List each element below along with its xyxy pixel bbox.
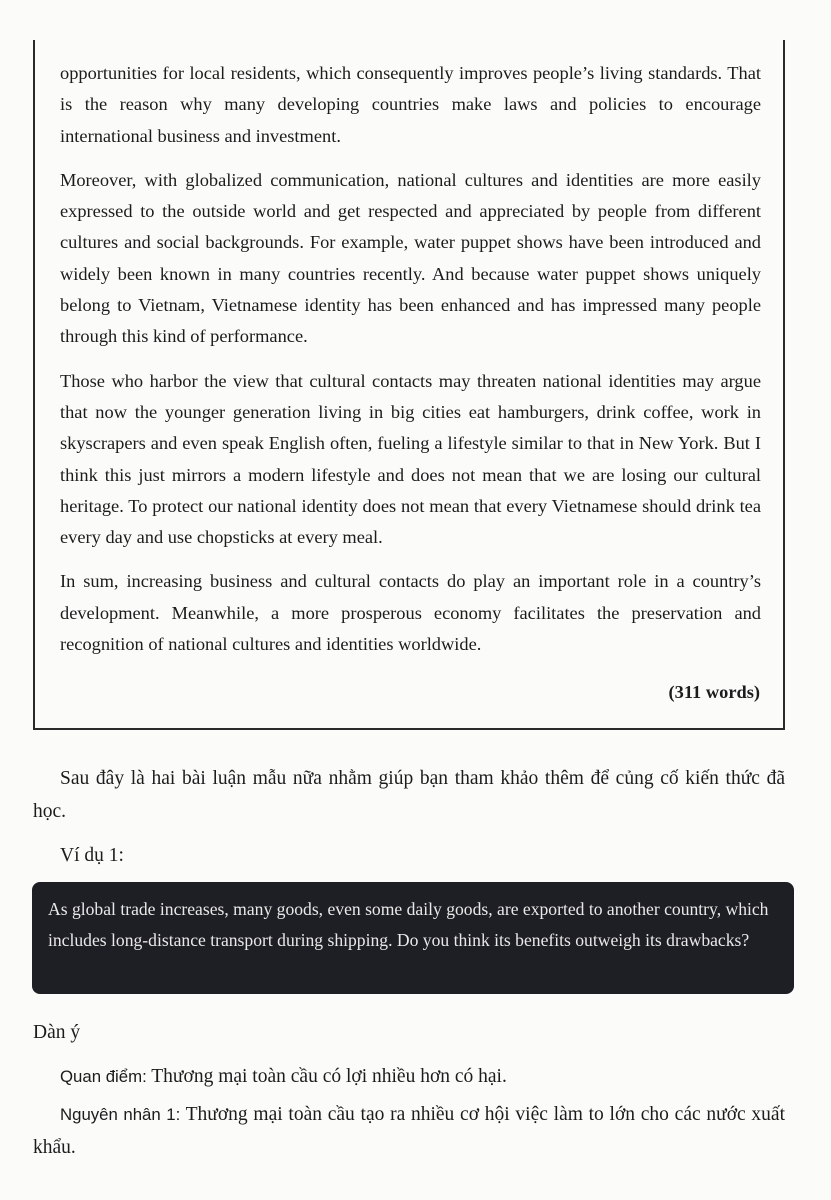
essay-prompt-text: As global trade increases, many goods, even some daily goods, are exported to another country, which includes long-distance transport during shipping. Do you think its benefits outweigh its drawbacks?	[48, 899, 769, 950]
essay-paragraph: Those who harbor the view that cultural contacts may threaten national identities may argue that now the younger generation living in big cities eat hamburgers, drink coffee, work in skyscrapers and even speak English often, fueling a lifestyle similar to that in New York. But I think this just mirrors a modern lifestyle and does not mean that we are losing our cultural heritage. To protect our national identity does not mean that every Vietnamese should drink tea every day and use chopsticks at every meal.	[60, 370, 761, 548]
outline-reason-1	[33, 1098, 785, 1164]
outline-viewpoint	[33, 1060, 785, 1093]
word-count: (311 words)	[668, 682, 760, 702]
example-label: Ví dụ 1:	[60, 845, 124, 866]
sample-essay-box	[33, 40, 785, 730]
reason1-label: Nguyên nhân 1:	[60, 1105, 181, 1124]
intro-text: Sau đây là hai bài luận mẫu nữa nhằm giúp bạn tham khảo thêm để củng cố kiến thức đã học.	[33, 768, 785, 822]
essay-paragraph: opportunities for local residents, which consequently improves people’s living standards. That is the reason why many developing countries make laws and policies to encourage international business and investment.	[60, 63, 761, 146]
essay-prompt-box	[32, 882, 794, 994]
essay-paragraph: Moreover, with globalized communication, national cultures and identities are more easily expressed to the outside world and get respected and appreciated by people from different cultures and social backgrounds. For example, water puppet shows have been introduced and widely been known in many countries recently. And because water puppet shows uniquely belong to Vietnam, Vietnamese identity has been enhanced and has impressed many people through this kind of performance.	[60, 169, 761, 347]
viewpoint-text: Thương mại toàn cầu có lợi nhiều hơn có hại.	[146, 1066, 507, 1087]
essay-paragraph: In sum, increasing business and cultural contacts do play an important role in a country’s development. Meanwhile, a more prosperous economy facilitates the preservation and recognition of national cultures and identities worldwide.	[60, 571, 761, 655]
outline-title: Dàn ý	[33, 1022, 81, 1043]
viewpoint-label: Quan điểm:	[60, 1067, 147, 1086]
reason1-text: Thương mại toàn cầu tạo ra nhiều cơ hội việc làm to lớn cho các nước xuất khẩu.	[33, 1104, 785, 1158]
